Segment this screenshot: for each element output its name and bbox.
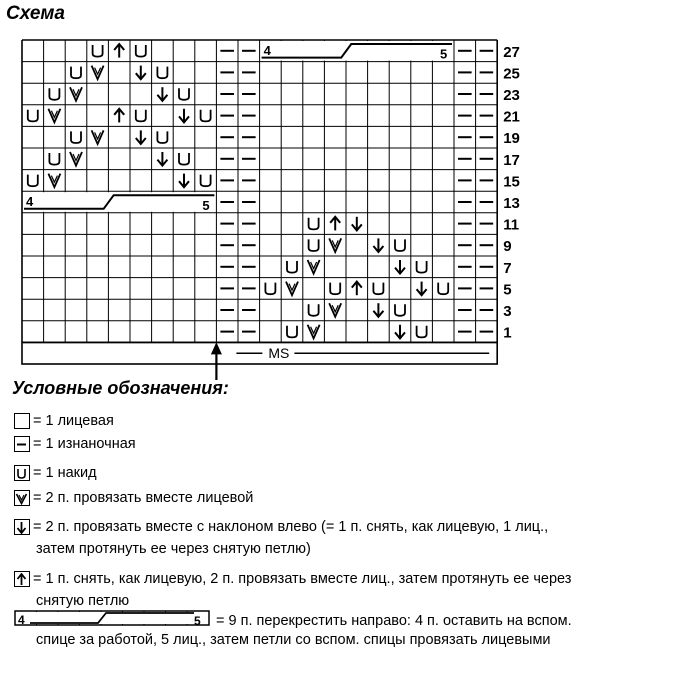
legend-item	[14, 434, 136, 454]
yarn-over-icon	[157, 131, 167, 143]
row-number: 3	[503, 303, 512, 320]
cable-lower-left-label: 4	[26, 194, 34, 210]
legend-item	[14, 517, 548, 537]
yarn-over-icon	[71, 131, 81, 143]
cable-left-label: 4	[18, 613, 25, 627]
yarn-over-icon	[309, 304, 319, 316]
legend-text-continued: снятую петлю	[36, 593, 130, 609]
legend-item	[14, 463, 97, 483]
k2tog-icon	[329, 238, 341, 252]
legend-text: = 2 п. провязать вместе лицевой	[33, 490, 254, 507]
row-number: 15	[503, 173, 520, 191]
yarn-over-icon	[49, 88, 59, 100]
k2tog-icon	[92, 130, 104, 144]
yarn-over-icon	[136, 110, 146, 122]
k2tog-icon	[329, 303, 341, 317]
k2tog-icon	[308, 325, 320, 339]
row-number: 21	[503, 108, 520, 126]
row-number: 19	[503, 130, 520, 148]
legend-text: = 1 изнаночная	[33, 436, 136, 453]
yarn-over-icon	[14, 465, 30, 481]
legend-title: Условные обозначения:	[12, 378, 229, 398]
row-number: 13	[503, 195, 520, 212]
cable-right-label: 5	[194, 614, 201, 628]
row-number: 9	[503, 238, 512, 256]
row-number: 7	[503, 259, 512, 277]
legend-text: = 1 накид	[33, 465, 97, 482]
yarn-over-icon	[71, 67, 81, 79]
row-numbers	[503, 44, 520, 342]
yarn-over-icon	[179, 153, 189, 165]
cable-lower-right-label: 5	[202, 197, 210, 213]
yarn-over-icon	[28, 175, 38, 187]
yarn-over-icon	[287, 261, 297, 273]
k2tog-icon	[48, 109, 60, 123]
yarn-over-icon	[287, 326, 297, 338]
row-number: 1	[503, 324, 512, 342]
yarn-over-icon	[49, 153, 59, 165]
yarn-over-icon	[28, 110, 38, 122]
yarn-over-icon	[136, 45, 146, 57]
legend-item	[14, 411, 114, 431]
yarn-over-icon	[330, 283, 340, 295]
purl-icon	[14, 436, 30, 452]
yarn-over-icon	[157, 67, 167, 79]
k2tog-icon	[92, 66, 104, 80]
legend-text: = 1 лицевая	[33, 413, 114, 430]
legend-text-continued: затем протянуть ее через снятую петлю)	[36, 541, 311, 557]
row-number: 17	[503, 151, 520, 169]
row-number: 25	[503, 65, 520, 83]
yarn-over-icon	[93, 45, 103, 57]
legend-text: = 9 п. перекрестить направо: 4 п. оставить на вспом.	[216, 613, 572, 629]
cable-upper-right-label: 5	[440, 46, 448, 62]
yarn-over-icon	[179, 88, 189, 100]
cable-icon	[14, 610, 210, 632]
legend-item	[14, 569, 571, 589]
yarn-over-icon	[438, 283, 448, 295]
yarn-over-icon	[395, 239, 405, 251]
row-number: 27	[503, 43, 520, 61]
k2tog-icon	[286, 282, 298, 296]
legend-text: = 2 п. провязать вместе с наклоном влево (= 1 п. снять, как лицевую, 1 лиц.,	[33, 519, 549, 536]
start-marker	[211, 343, 489, 380]
k2tog-icon	[308, 260, 320, 274]
k2tog-icon	[70, 152, 82, 166]
k2tog-icon	[48, 174, 60, 188]
ssk-icon	[14, 519, 30, 535]
legend-item	[14, 610, 572, 632]
ms-arrow-head	[211, 343, 221, 354]
row-number: 23	[503, 87, 520, 104]
chart-title: Схема	[6, 3, 66, 24]
legend-text: = 1 п. снять, как лицевую, 2 п. провязать вместе лиц., затем протянуть ее через	[33, 571, 572, 588]
yarn-over-icon	[265, 283, 275, 295]
yarn-over-icon	[417, 326, 427, 338]
yarn-over-icon	[395, 304, 405, 316]
yarn-over-icon	[309, 239, 319, 251]
ms-label: MS	[268, 345, 290, 362]
yarn-over-icon	[309, 218, 319, 230]
row-number: 11	[503, 216, 520, 234]
knit-icon	[14, 413, 30, 429]
yarn-over-icon	[373, 283, 383, 295]
k2tog-icon	[14, 490, 30, 506]
sk2p-icon	[14, 571, 30, 587]
yarn-over-icon	[417, 261, 427, 273]
k2tog-icon	[70, 87, 82, 101]
row-number: 5	[503, 281, 512, 299]
legend-text-continued: спице за работой, 5 лиц., затем петли со вспом. спицы провязать лицевыми	[36, 632, 551, 648]
cable-upper-left-label: 4	[263, 43, 271, 58]
yarn-over-icon	[201, 110, 211, 122]
legend-item	[14, 488, 253, 508]
yarn-over-icon	[201, 175, 211, 187]
